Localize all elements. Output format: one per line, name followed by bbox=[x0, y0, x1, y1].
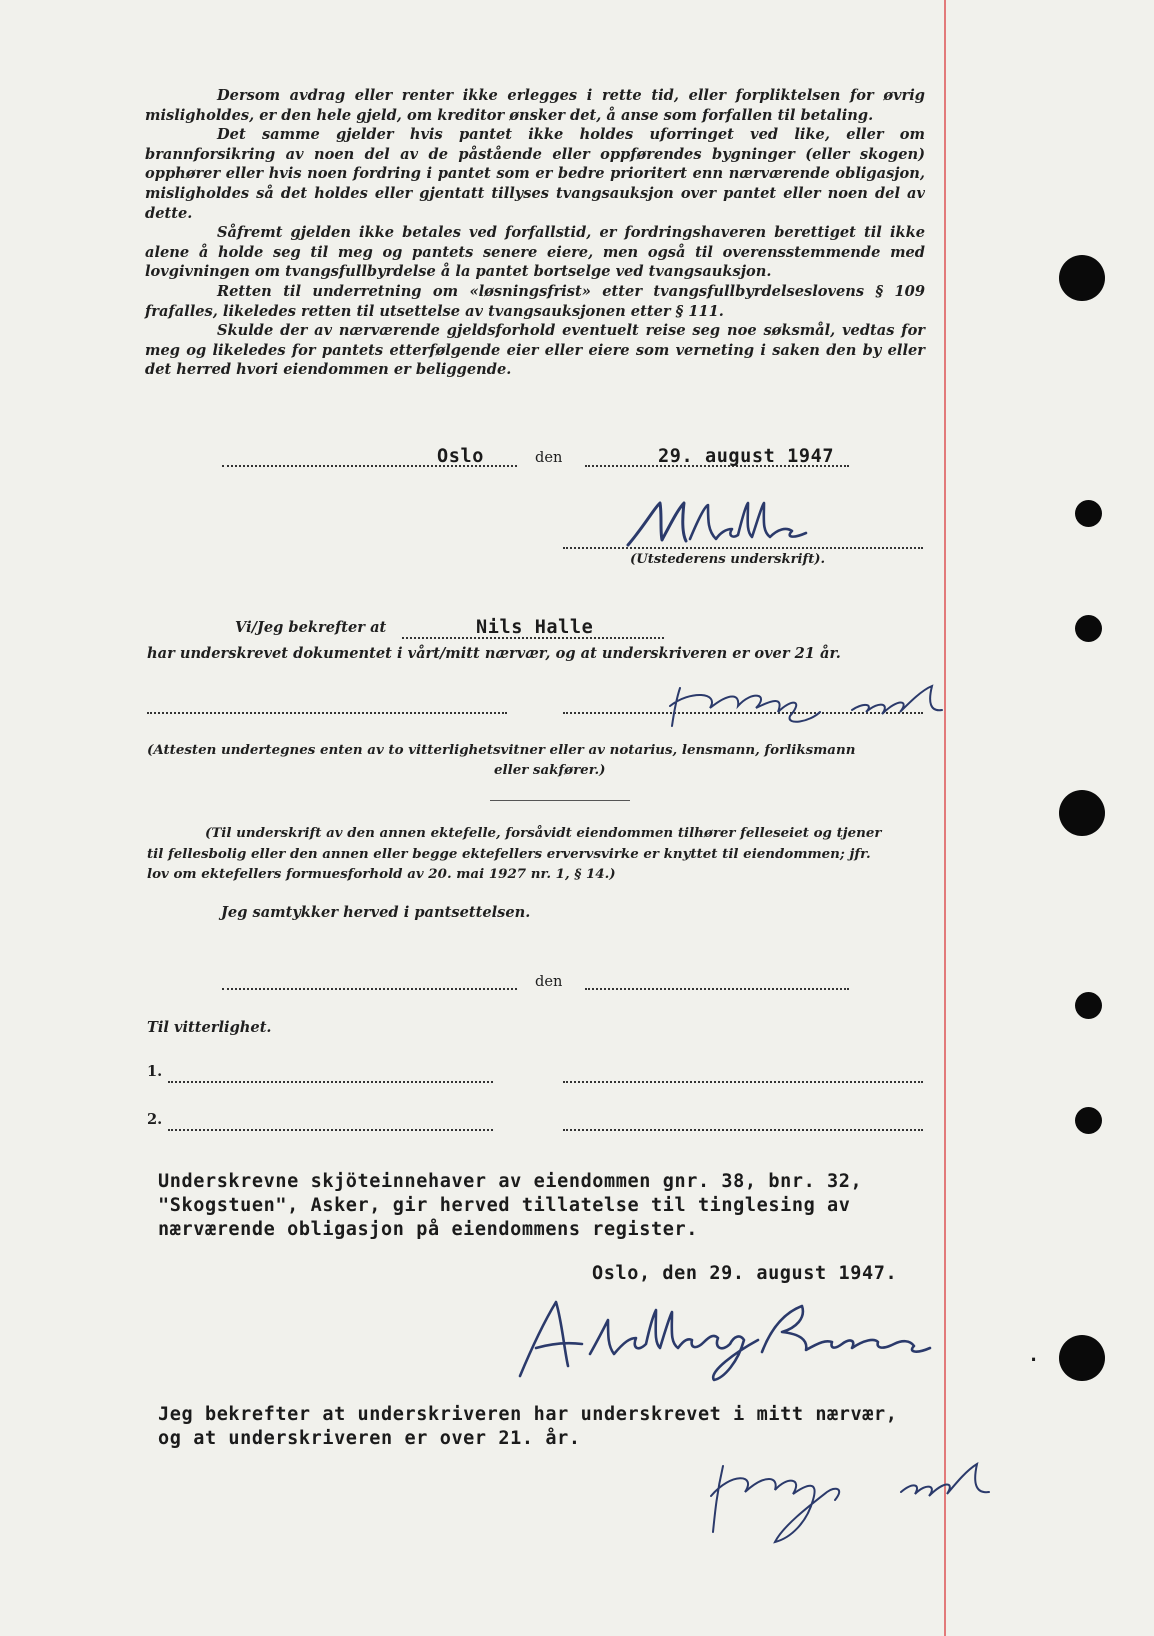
confirmation-label: Vi/Jeg bekrefter at bbox=[235, 619, 387, 636]
binder-hole bbox=[1059, 1335, 1105, 1381]
legal-terms bbox=[145, 86, 925, 380]
binder-hole bbox=[1075, 615, 1102, 642]
binder-hole bbox=[1075, 992, 1102, 1019]
owner-signature bbox=[510, 1292, 1010, 1384]
attest-note-line1: (Attesten undertegnes enten av to vitterlighetsvitner eller av notarius, lensmann, forliksmann bbox=[147, 742, 856, 758]
witness-1-line-left bbox=[168, 1081, 493, 1083]
binder-hole bbox=[1059, 790, 1105, 836]
date-value: 29. august 1947 bbox=[658, 446, 835, 467]
issuer-caption: (Utstederens underskrift). bbox=[630, 552, 826, 567]
binder-hole bbox=[1075, 500, 1102, 527]
issuer-signature-line bbox=[563, 547, 923, 549]
witness-2-line-right bbox=[563, 1129, 923, 1131]
margin-rule bbox=[944, 0, 946, 1636]
consent-den-label: den bbox=[535, 973, 563, 990]
addendum-confirm-line1: Jeg bekrefter at underskriveren har underskrevet i mitt nærvær, bbox=[158, 1404, 898, 1425]
owner-signature-mark: . bbox=[1028, 1345, 1040, 1366]
witness-number-1: 1. bbox=[147, 1063, 163, 1080]
binder-hole bbox=[1075, 1107, 1102, 1134]
witness-signature bbox=[660, 682, 950, 734]
confirmation-text: har underskrevet dokumentet i vårt/mitt nærvær, og at underskriveren er over 21 år. bbox=[147, 645, 841, 662]
addendum-date: Oslo, den 29. august 1947. bbox=[592, 1263, 898, 1284]
addendum-confirm-line2: og at underskriveren er over 21. år. bbox=[158, 1428, 581, 1449]
consent-date-line bbox=[585, 988, 849, 990]
legal-paragraph: Dersom avdrag eller renter ikke erlegges i rette tid, eller forpliktelsen for øvrig misligholdes, er den hele gjeld, om kreditor ønsker det, å anse som forfallen til betaling. bbox=[145, 87, 925, 124]
witness-line-left bbox=[147, 712, 507, 714]
addendum-line2: "Skogstuen", Asker, gir herved tillatelse til tinglesing av bbox=[158, 1195, 851, 1216]
legal-paragraph: Skulde der av nærværende gjeldsforhold eventuelt reise seg noe søksmål, vedtas for meg og likeledes for pantets etterfølgende eier eller eiere som verneting i saken den by eller det herred hvori eiendommen er beliggende. bbox=[145, 322, 925, 379]
place-value: Oslo bbox=[437, 446, 484, 467]
confirmation-name: Nils Halle bbox=[476, 617, 594, 638]
witness-signature-bottom bbox=[695, 1452, 995, 1547]
witness-2-line-left bbox=[168, 1129, 493, 1131]
witness-number-2: 2. bbox=[147, 1111, 163, 1128]
addendum-line1: Underskrevne skjöteinnehaver av eiendommen gnr. 38, bnr. 32, bbox=[158, 1171, 863, 1192]
issuer-signature bbox=[620, 495, 860, 553]
addendum-line3: nærværende obligasjon på eiendommens register. bbox=[158, 1219, 698, 1240]
legal-paragraph: Det samme gjelder hvis pantet ikke holdes uforringet ved like, eller om brannforsikring av noen del av de påstående eller oppførendes bygninger (eller skogen) opphører eller hvis noen fordring i pantet som er bedre prioritert enn nærværende obligasjon, misligholdes så det holdes eller gjentatt tillyses tvangsauksjon over pantet eller noen del av dette. bbox=[145, 126, 925, 222]
witness-1-line-right bbox=[563, 1081, 923, 1083]
binder-hole bbox=[1059, 255, 1105, 301]
witness-title: Til vitterlighet. bbox=[147, 1019, 272, 1036]
separator-line bbox=[490, 800, 630, 801]
spouse-note-line3: lov om ektefellers formuesforhold av 20. mai 1927 nr. 1, § 14.) bbox=[147, 866, 616, 882]
spouse-note-line1: (Til underskrift av den annen ektefelle, forsåvidt eiendommen tilhører felleseiet og tjener bbox=[205, 825, 882, 841]
consent-place-line bbox=[222, 988, 517, 990]
den-label: den bbox=[535, 449, 563, 466]
legal-paragraph: Såfremt gjelden ikke betales ved forfallstid, er fordringshaveren berettiget til ikke alene å holde seg til meg og pantets senere eiere, men også til overensstemmende med lovgivningen om tvangsfullbyrdelse å la pantet bortselge ved tvangsauksjon. bbox=[145, 224, 925, 281]
legal-paragraph: Retten til underretning om «løsningsfrist» etter tvangsfullbyrdelseslovens § 109 frafalles, likeledes retten til utsettelse av tvangsauksjonen etter § 111. bbox=[145, 282, 925, 320]
spouse-note-line2: til fellesbolig eller den annen eller begge ektefellers ervervsvirke er knyttet til eiendommen; jfr. bbox=[147, 846, 871, 862]
consent-text: Jeg samtykker herved i pantsettelsen. bbox=[221, 904, 531, 921]
attest-note-line2: eller sakfører.) bbox=[494, 762, 606, 778]
